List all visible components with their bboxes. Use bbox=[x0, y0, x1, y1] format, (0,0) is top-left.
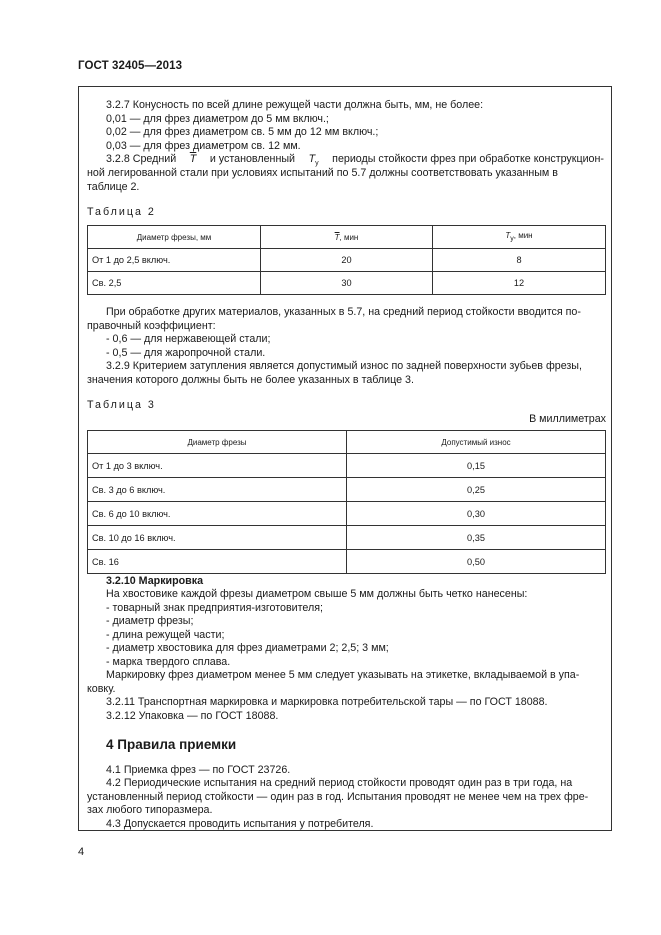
list-item: - диаметр фрезы; bbox=[106, 615, 194, 627]
paragraph-line: На хвостовике каждой фрезы диаметром свыше 5 мм должны быть четко нанесены: bbox=[106, 588, 528, 600]
list-item: - товарный знак предприятия-изготовителя; bbox=[106, 602, 323, 614]
paragraph-line: ковку. bbox=[87, 683, 116, 695]
section-4-title: 4 Правила приемки bbox=[106, 737, 237, 752]
table-row bbox=[88, 272, 606, 295]
table-3-caption: Таблица 3 bbox=[87, 399, 156, 411]
cell-t-mean: 20 bbox=[261, 249, 433, 272]
table-row bbox=[88, 478, 606, 502]
table-header-row bbox=[88, 226, 606, 249]
paragraph-line: При обработке других материалов, указанных в 5.7, на средний период стойкости вводится по- bbox=[106, 306, 581, 318]
clause-4-3: 4.3 Допускается проводить испытания у потребителя. bbox=[106, 818, 374, 830]
cell-diameter: От 1 до 2,5 включ. bbox=[88, 249, 261, 272]
clause-line bbox=[87, 167, 604, 181]
list-item: - марка твердого сплава. bbox=[106, 656, 231, 668]
column-header-t-mean: $\overline{T}$, мин bbox=[261, 226, 433, 249]
clause-4-2: 4.2 Периодические испытания на средний период стойкости проводят один раз в три года, на bbox=[106, 777, 573, 789]
table-row bbox=[88, 454, 606, 478]
table-2-caption: Таблица 2 bbox=[87, 206, 156, 218]
symbol-t-set: $T_у$ bbox=[308, 153, 319, 168]
cell-t-set: 12 bbox=[433, 272, 606, 295]
paragraph-line: правочный коэффициент: bbox=[87, 320, 216, 332]
column-header-diameter: Диаметр фрезы bbox=[88, 431, 347, 454]
page-number: 4 bbox=[78, 846, 85, 858]
document-header: ГОСТ 32405—2013 bbox=[78, 60, 183, 72]
cell-wear: 0,25 bbox=[347, 478, 606, 502]
clause-line: 0,01 — для фрез диаметром до 5 мм включ.; bbox=[106, 113, 329, 125]
table-3 bbox=[87, 430, 606, 574]
column-header-wear: Допустимый износ bbox=[347, 431, 606, 454]
list-item: - 0,5 — для жаропрочной стали. bbox=[106, 347, 266, 359]
clause-3-2-9: 3.2.9 Критерием затупления является допустимый износ по задней поверхности зубьев фрезы, bbox=[106, 360, 582, 372]
column-header-t-set: $T_у$, мин bbox=[433, 226, 606, 249]
clause-text: периоды стойкости фрез при обработке конструкцион- bbox=[332, 153, 604, 165]
clause-line: таблице 2. bbox=[87, 181, 140, 193]
list-item: - 0,6 — для нержавеющей стали; bbox=[106, 333, 271, 345]
clause-3-2-11: 3.2.11 Транспортная маркировка и маркировка потребительской тары — по ГОСТ 18088. bbox=[106, 696, 548, 708]
paragraph-line: Маркировку фрез диаметром менее 5 мм следует указывать на этикетке, вкладываемой в упа- bbox=[106, 669, 580, 681]
cell-diameter: От 1 до 3 включ. bbox=[88, 454, 347, 478]
cell-diameter: Св. 10 до 16 включ. bbox=[88, 526, 347, 550]
paragraph-line: зах любого типоразмера. bbox=[87, 804, 213, 816]
cell-diameter: Св. 2,5 bbox=[88, 272, 261, 295]
cell-diameter: Св. 6 до 10 включ. bbox=[88, 502, 347, 526]
clause-text: ной легированной стали при условиях испытаний по 5.7 должны соответствовать указанным в bbox=[87, 167, 558, 179]
clause-line: 0,03 — для фрез диаметром св. 12 мм. bbox=[106, 140, 301, 152]
table-2 bbox=[87, 225, 606, 295]
table-3-units: В миллиметрах bbox=[529, 413, 606, 425]
list-item: - диаметр хвостовика для фрез диаметрами 2; 2,5; 3 мм; bbox=[106, 642, 389, 654]
clause-3-2-7: 3.2.7 Конусность по всей длине режущей части должна быть, мм, не более: bbox=[106, 99, 484, 111]
table-row bbox=[88, 249, 606, 272]
cell-wear: 0,50 bbox=[347, 550, 606, 574]
table-row bbox=[88, 502, 606, 526]
column-header-diameter: Диаметр фрезы, мм bbox=[88, 226, 261, 249]
clause-4-1: 4.1 Приемка фрез — по ГОСТ 23726. bbox=[106, 764, 291, 776]
cell-diameter: Св. 3 до 6 включ. bbox=[88, 478, 347, 502]
clause-line: 0,02 — для фрез диаметром св. 5 мм до 12 мм включ.; bbox=[106, 126, 379, 138]
paragraph-line: значения которого должны быть не более указанных в таблице 3. bbox=[87, 374, 414, 386]
cell-t-set: 8 bbox=[433, 249, 606, 272]
clause-3-2-10-title: 3.2.10 Маркировка bbox=[106, 575, 204, 587]
clause-text: и установленный bbox=[209, 153, 295, 165]
clause-text: 3.2.8 Средний bbox=[106, 153, 177, 165]
cell-wear: 0,30 bbox=[347, 502, 606, 526]
table-row bbox=[88, 526, 606, 550]
table-header-row bbox=[88, 431, 606, 454]
table-row bbox=[88, 550, 606, 574]
cell-wear: 0,35 bbox=[347, 526, 606, 550]
list-item: - длина режущей части; bbox=[106, 629, 225, 641]
symbol-t-mean: $\overline{T}$ bbox=[189, 153, 197, 165]
cell-wear: 0,15 bbox=[347, 454, 606, 478]
cell-diameter: Св. 16 bbox=[88, 550, 347, 574]
clause-3-2-12: 3.2.12 Упаковка — по ГОСТ 18088. bbox=[106, 710, 279, 722]
cell-t-mean: 30 bbox=[261, 272, 433, 295]
paragraph-line: установленный период стойкости — один раз в год. Испытания проводят не менее чем на трех фре- bbox=[87, 791, 589, 803]
